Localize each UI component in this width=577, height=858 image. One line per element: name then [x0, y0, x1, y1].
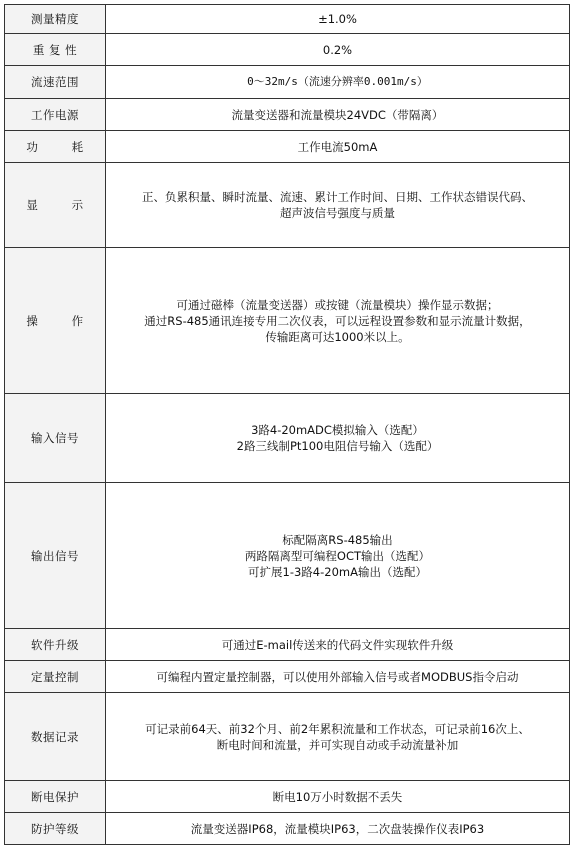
value-line: 可通过E-mail传送来的代码文件实现软件升级: [221, 637, 454, 652]
row-label: 流速范围: [5, 66, 106, 99]
value-line: 可记录前64天、前32个月、前2年累积流量和工作状态，可记录前16次上、: [145, 721, 530, 736]
row-label: 工作电源: [5, 99, 106, 131]
table-row: [5, 693, 570, 781]
row-label: 重 复 性: [5, 34, 106, 66]
value-line: 工作电流50mA: [297, 139, 378, 154]
row-value: [106, 394, 570, 483]
value-line: ±1.0%: [318, 12, 357, 26]
table-row: [5, 5, 570, 34]
value-line: 流量变送器IP68，流量模块IP63，二次盘装操作仪表IP63: [190, 821, 485, 836]
row-value: [106, 813, 570, 845]
value-line: 标配隔离RS-485输出: [282, 532, 393, 547]
value-line: 断电时间和流量，并可实现自动或手动流量补加: [216, 737, 459, 752]
row-label: 输出信号: [5, 483, 106, 629]
row-value: [106, 693, 570, 781]
table-row: [5, 163, 570, 248]
value-line: 传输距离可达1000米以上。: [265, 329, 410, 344]
table-row: [5, 661, 570, 693]
row-value: [106, 34, 570, 66]
row-label: 操 作: [5, 248, 106, 394]
row-value: [106, 5, 570, 34]
row-label: 软件升级: [5, 629, 106, 661]
table-row: [5, 248, 570, 394]
value-line: 超声波信号强度与质量: [280, 206, 395, 220]
row-label: 测量精度: [5, 5, 106, 34]
table-row: [5, 781, 570, 813]
row-value: [106, 781, 570, 813]
row-value: [106, 661, 570, 693]
value-line: 通过RS-485通讯连接专用二次仪表，可以远程设置参数和显示流量计数据，: [144, 313, 531, 328]
table-row: [5, 34, 570, 66]
table-row: [5, 629, 570, 661]
row-label: 定量控制: [5, 661, 106, 693]
value-line: 2路三线制Pt100电阻信号输入（选配）: [236, 439, 439, 453]
value-line: 可扩展1-3路4-20mA输出（选配）: [248, 564, 427, 579]
value-line: 可通过磁棒（流量变送器）或按键（流量模块）操作显示数据；: [176, 297, 499, 312]
row-label: 功 耗: [5, 131, 106, 163]
value-line: 两路隔离型可编程OCT输出（选配）: [244, 548, 431, 563]
row-value: [106, 248, 570, 394]
row-label: 断电保护: [5, 781, 106, 813]
table-row: [5, 131, 570, 163]
row-value: [106, 66, 570, 99]
row-label: 显 示: [5, 163, 106, 248]
value-line: 正、负累积量、瞬时流量、流速、累计工作时间、日期、工作状态错误代码、: [142, 190, 533, 204]
row-value: [106, 629, 570, 661]
value-line: 断电10万小时数据不丢失: [272, 789, 403, 804]
table-row: [5, 66, 570, 99]
value-line: 流量变送器和流量模块24VDC（带隔离）: [231, 107, 444, 122]
row-label: 防护等级: [5, 813, 106, 845]
row-value: [106, 163, 570, 248]
spec-table: [4, 4, 570, 845]
table-row: [5, 813, 570, 845]
table-row: [5, 483, 570, 629]
row-label: 数据记录: [5, 693, 106, 781]
row-value: [106, 99, 570, 131]
value-line: 可编程内置定量控制器，可以使用外部输入信号或者MODBUS指令启动: [156, 669, 519, 684]
row-value: [106, 483, 570, 629]
table-row: [5, 394, 570, 483]
value-line: 0.2%: [322, 42, 353, 57]
row-label: 输入信号: [5, 394, 106, 483]
row-value: [106, 131, 570, 163]
value-line: 0～32m/s（流速分辨率0.001m/s）: [247, 75, 428, 88]
value-line: 3路4-20mADC模拟输入（选配）: [251, 423, 424, 437]
table-row: [5, 99, 570, 131]
